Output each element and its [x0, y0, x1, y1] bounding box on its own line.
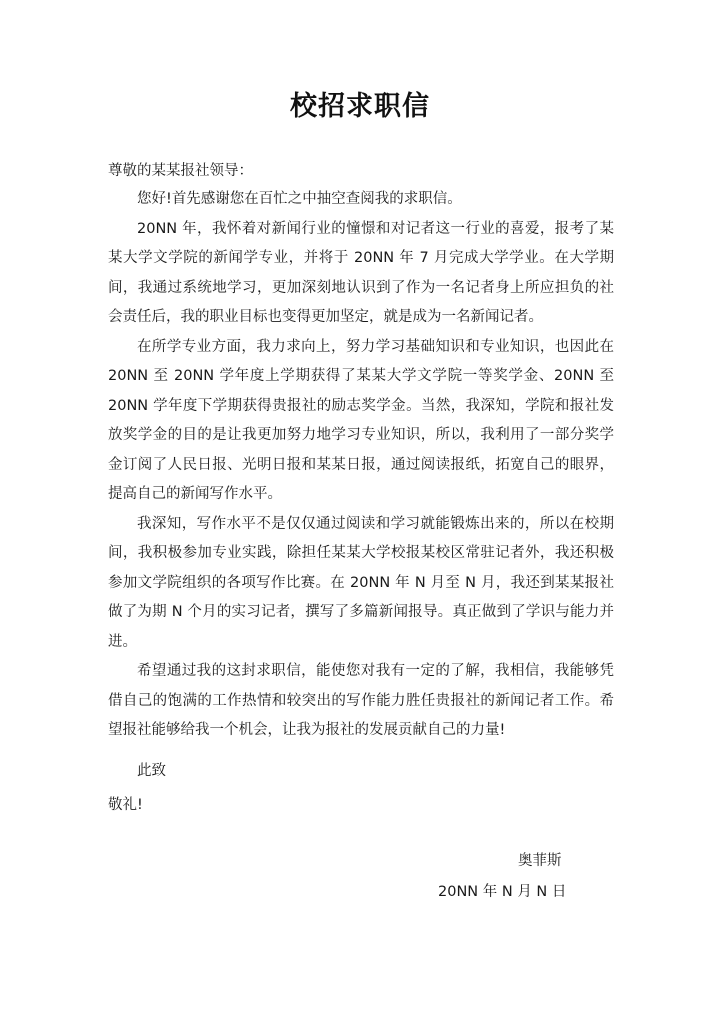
salutation: 尊敬的某某报社领导： — [108, 163, 253, 179]
letter-body — [108, 185, 614, 746]
paragraph-hope: 希望通过我的这封求职信，能使您对我有一定的了解，我相信，我能够凭借自己的饱满的工作热情和较突出的写作能力胜任贵报社的新闻记者工作。希望报社能够给我一个机会，让我为报社的发展贡献自己的力量! — [108, 663, 614, 738]
paragraph-greeting: 您好!首先感谢您在百忙之中抽空查阅我的求职信。 — [137, 191, 462, 207]
letter-date: 20NN 年 N 月 N 日 — [438, 884, 567, 900]
page-title: 校招求职信 — [290, 91, 430, 122]
paragraph-practice: 我深知，写作水平不是仅仅通过阅读和学习就能锻炼出来的，所以在校期间，我积极参加专业实践，除担任某某大学校报某校区常驻记者外，我还积极参加文学院组织的各项写作比赛。在 20NN 年 N 月至 N 月，我还到某某报社做了为期 N 个月的实习记者，撰写了多篇新闻报导。真正做到了学识与能力并进。 — [108, 515, 614, 650]
closing-line-1: 此致 — [137, 763, 166, 779]
signature: 奥菲斯 — [518, 853, 562, 869]
paragraph-scholarships: 在所学专业方面，我力求向上，努力学习基础知识和专业知识，也因此在 20NN 至 20NN 学年度上学期获得了某某大学文学院一等奖学金、20NN 至 20NN 学年度下学期获得贵报社的励志奖学金。当然，我深知，学院和报社发放奖学金的目的是让我更加努力地学习专业知识，所以，我利用了一部分奖学金订阅了人民日报、光明日报和某某日报，通过阅读报纸，拓宽自己的眼界，提高自己的新闻写作水平。 — [108, 338, 614, 502]
closing — [108, 754, 166, 822]
closing-line-2: 敬礼! — [108, 797, 143, 813]
paragraph-education: 20NN 年，我怀着对新闻行业的憧憬和对记者这一行业的喜爱，报考了某某大学文学院的新闻学专业，并将于 20NN 年 7 月完成大学学业。在大学期间，我通过系统地学习，更加深刻地认识到了作为一名记者身上所应担负的社会责任后，我的职业目标也变得更加坚定，就是成为一名新闻记者。 — [108, 220, 614, 325]
